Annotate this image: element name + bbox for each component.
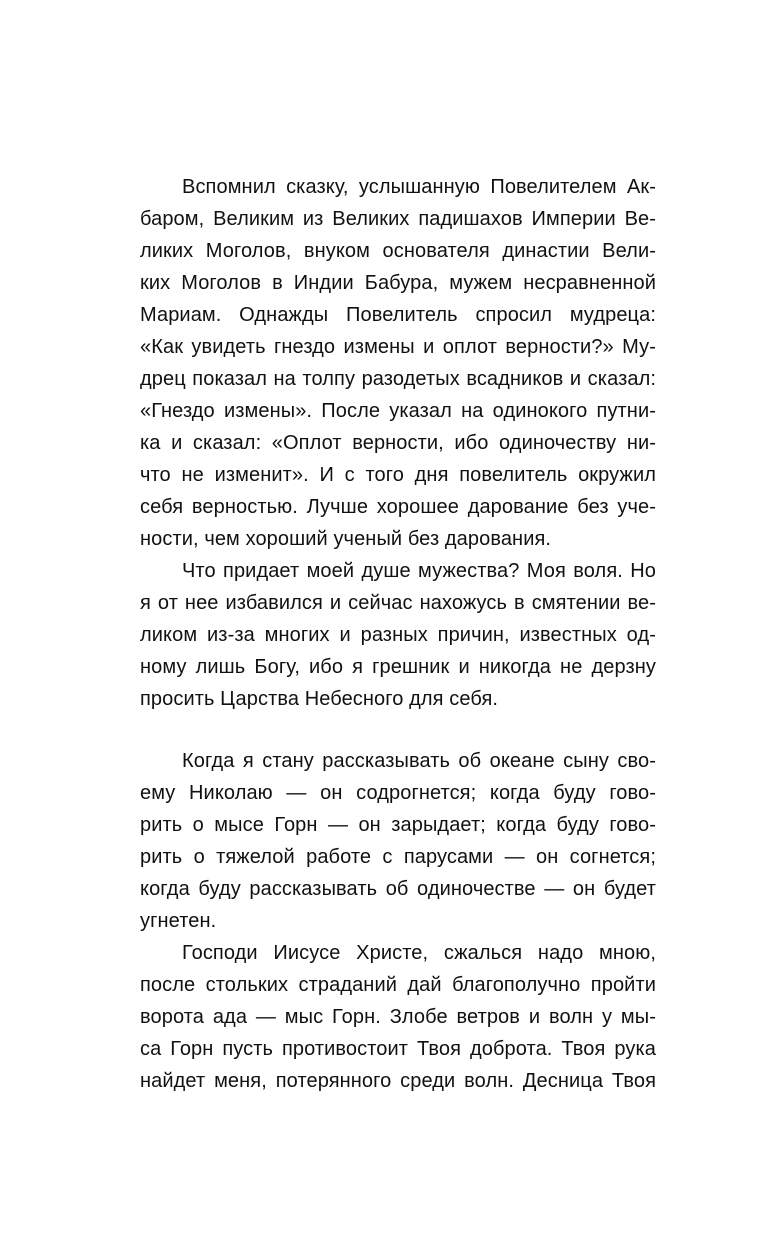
text-line: просить Царства Небесного для себя. <box>140 688 499 710</box>
text-line: рить о мысе Горн — он зарыдает; когда буду гово- <box>140 814 656 836</box>
text-line: Когда я стану рассказывать об океане сыну сво- <box>182 750 656 772</box>
paragraph <box>140 171 656 555</box>
text-line: баром, Великим из Великих падишахов Империи Ве- <box>140 208 656 230</box>
text-line: ликих Моголов, внуком основателя династии Вели- <box>140 240 656 262</box>
text-line: Мариам. Однажды Повелитель спросил мудреца: <box>140 304 656 326</box>
text-line: «Как увидеть гнездо измены и оплот верности?» Му- <box>140 336 656 358</box>
paragraph <box>140 555 656 715</box>
text-line: ликом из-за многих и разных причин, известных од- <box>140 624 656 646</box>
text-line: «Гнездо измены». После указал на одинокого путни- <box>140 400 656 422</box>
text-line: дрец показал на толпу разодетых всадников и сказал: <box>140 368 656 390</box>
text-line: ких Моголов в Индии Бабура, мужем несравненной <box>140 272 656 294</box>
page-text <box>140 171 656 1097</box>
text-line: ному лишь Богу, ибо я грешник и никогда не дерзну <box>140 656 656 678</box>
text-line: найдет меня, потерянного среди волн. Десница Твоя <box>140 1070 656 1092</box>
text-line: рить о тяжелой работе с парусами — он согнется; <box>140 846 656 868</box>
text-line: ка и сказал: «Оплот верности, ибо одиночеству ни- <box>140 432 656 454</box>
text-line: ворота ада — мыс Горн. Злобе ветров и волн у мы- <box>140 1006 656 1028</box>
text-line: что не изменит». И с того дня повелитель окружил <box>140 464 656 486</box>
text-line: Что придает моей душе мужества? Моя воля. Но <box>182 560 656 582</box>
text-line: са Горн пусть противостоит Твоя доброта. Твоя рука <box>140 1038 656 1060</box>
text-line: себя верностью. Лучше хорошее дарование без уче- <box>140 496 656 518</box>
text-line: когда буду рассказывать об одиночестве — он будет <box>140 878 656 900</box>
text-line: ности, чем хороший ученый без дарования. <box>140 528 552 550</box>
text-line: Вспомнил сказку, услышанную Повелителем Ак- <box>182 176 656 198</box>
text-line: ему Николаю — он содрогнется; когда буду гово- <box>140 782 656 804</box>
paragraph <box>140 937 656 1097</box>
text-line: после стольких страданий дай благополучно пройти <box>140 974 656 996</box>
text-line: Господи Иисусе Христе, сжалься надо мною, <box>182 942 656 964</box>
text-line: я от нее избавился и сейчас нахожусь в смятении ве- <box>140 592 656 614</box>
text-line: угнетен. <box>140 910 217 932</box>
paragraph <box>140 745 656 937</box>
